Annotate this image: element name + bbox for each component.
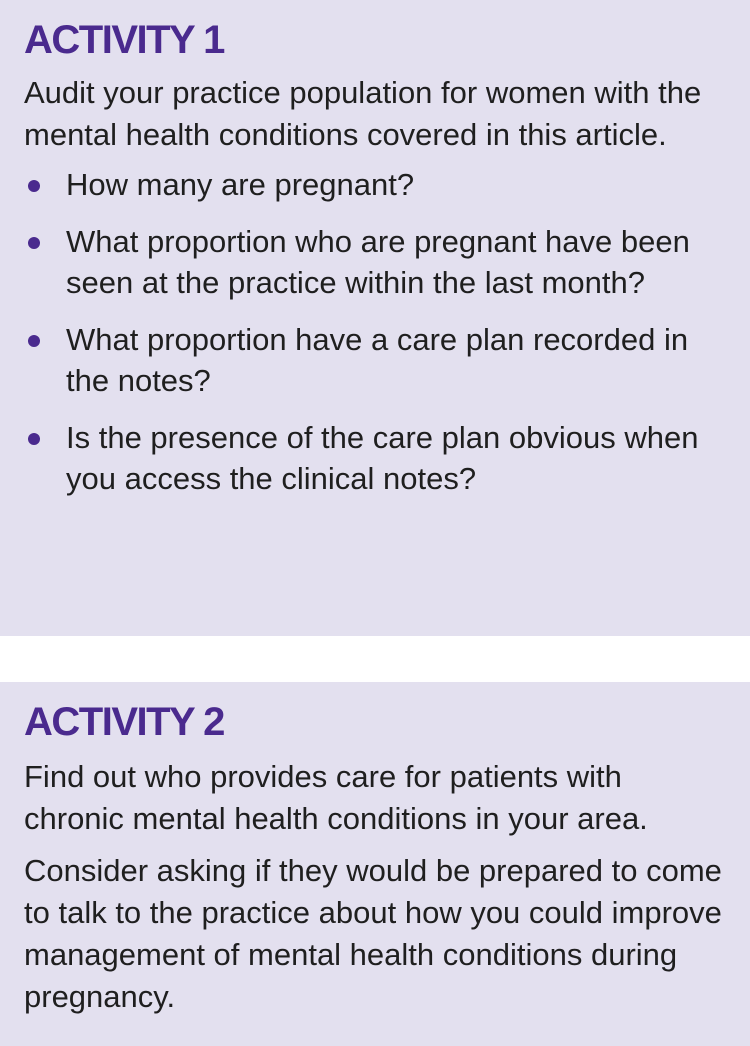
bullet-text: What proportion have a care plan recorded in the notes? bbox=[66, 322, 689, 398]
bullet-dot-icon bbox=[28, 433, 40, 445]
list-item bbox=[24, 164, 726, 205]
list-item bbox=[24, 319, 726, 401]
bullet-text: Is the presence of the care plan obvious when you access the clinical notes? bbox=[66, 420, 699, 496]
activity-2-paragraph-2: Consider asking if they would be prepared to come to talk to the practice about how you could improve management of mental health conditions during pregnancy. bbox=[24, 853, 722, 1014]
bullet-text: What proportion who are pregnant have been seen at the practice within the last month? bbox=[66, 224, 690, 300]
activity-2-box bbox=[0, 682, 750, 1046]
activity-1-intro: Audit your practice population for women with the mental health conditions covered in this article. bbox=[24, 75, 702, 152]
activity-2-heading: ACTIVITY 2 bbox=[24, 700, 224, 744]
bullet-dot-icon bbox=[28, 180, 40, 192]
bullet-dot-icon bbox=[28, 335, 40, 347]
list-item bbox=[24, 221, 726, 303]
activity-1-bullet-list bbox=[24, 164, 726, 499]
activity-1-heading: ACTIVITY 1 bbox=[24, 18, 224, 62]
list-item bbox=[24, 417, 726, 499]
activity-2-paragraph-1: Find out who provides care for patients with chronic mental health conditions in your area. bbox=[24, 759, 648, 836]
bullet-text: How many are pregnant? bbox=[66, 167, 415, 202]
bullet-dot-icon bbox=[28, 237, 40, 249]
